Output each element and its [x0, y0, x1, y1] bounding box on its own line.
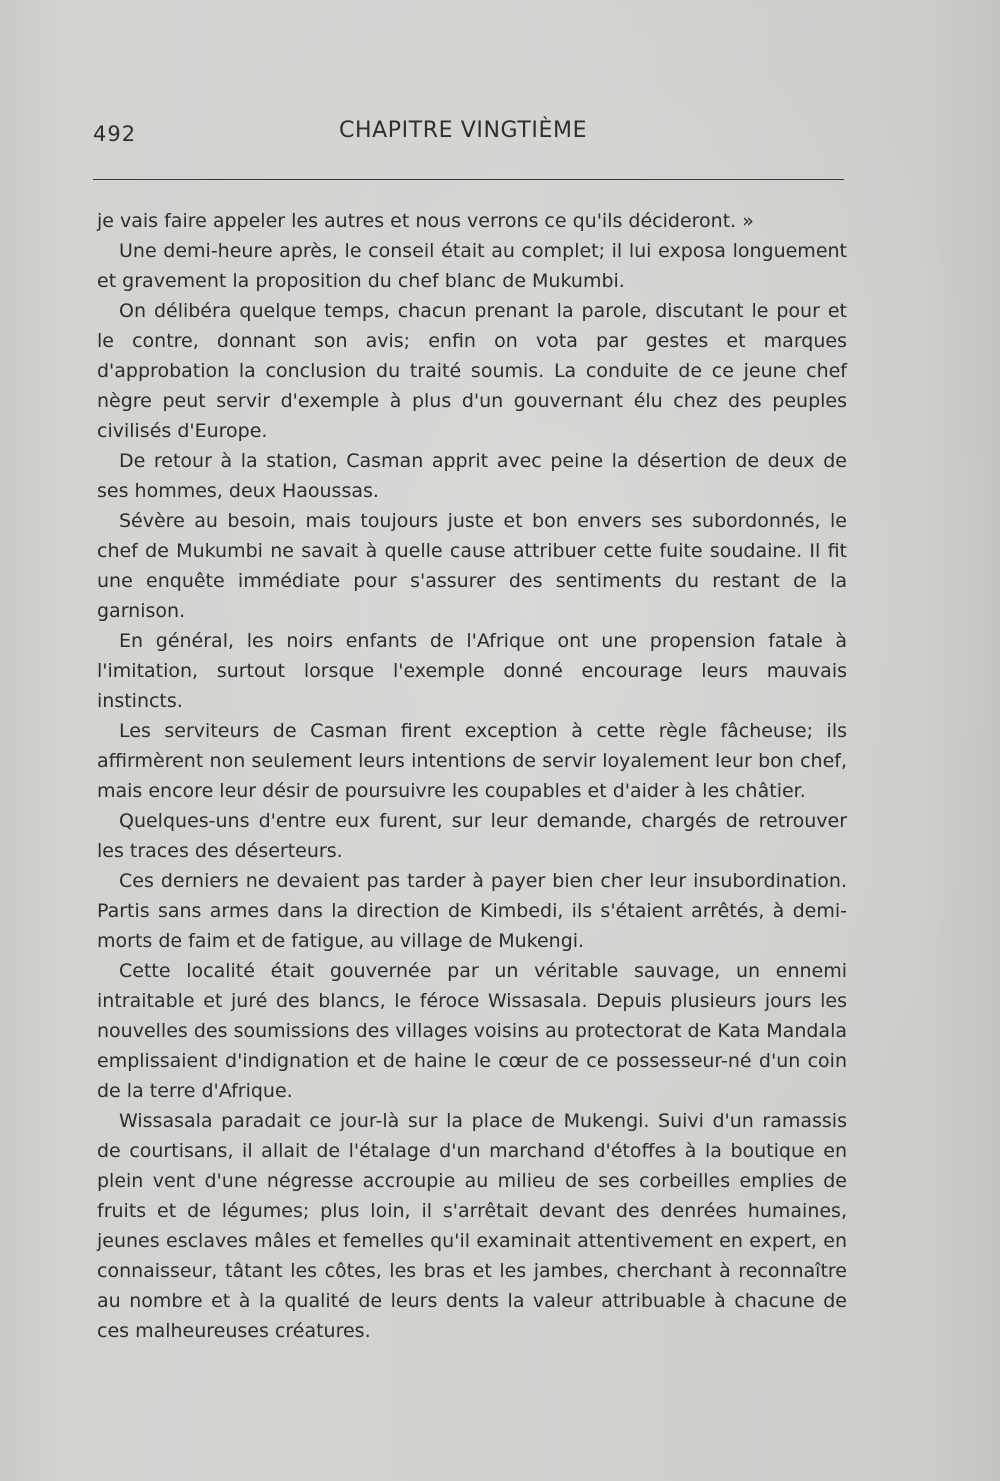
paragraph: Cette localité était gouvernée par un véritable sauvage, un ennemi intraitable et juré des blancs, le féroce Wissasala. Depuis plusieurs jours les nouvelles des soumissions des villages voisins au protectorat de Kata Mandala emplissaient d'indignation et de haine le cœur de ce possesseur-né d'un coin de la terre d'Afrique. [97, 960, 847, 1102]
body-text [97, 206, 847, 1346]
paragraph: De retour à la station, Casman apprit avec peine la désertion de deux de ses hommes, deux Haoussas. [97, 450, 847, 502]
paragraph: je vais faire appeler les autres et nous verrons ce qu'ils décideront. » [97, 210, 754, 232]
paragraph: Wissasala paradait ce jour-là sur la place de Mukengi. Suivi d'un ramassis de courtisans, il allait de l'étalage d'un marchand d'étoffes à la boutique en plein vent d'une négresse accroupie au milieu de ses corbeilles emplies de fruits et de légumes; plus loin, il s'arrêtait devant des denrées humaines, jeunes esclaves mâles et femelles qu'il examinait attentivement en expert, en connaisseur, tâtant les côtes, les bras et les jambes, cherchant à reconnaître au nombre et à la qualité de leurs dents la valeur attribuable à chacune de ces malheureuses créatures. [97, 1110, 847, 1342]
paragraph: En général, les noirs enfants de l'Afrique ont une propension fatale à l'imitation, surtout lorsque l'exemple donné encourage leurs mauvais instincts. [97, 630, 847, 712]
paragraph: Ces derniers ne devaient pas tarder à payer bien cher leur insubordination. Partis sans armes dans la direction de Kimbedi, ils s'étaient arrêtés, à demi-morts de faim et de fatigue, au village de Mukengi. [97, 870, 847, 952]
paragraph: Les serviteurs de Casman firent exception à cette règle fâcheuse; ils affirmèrent non seulement leurs intentions de servir loyalement leur bon chef, mais encore leur désir de poursuivre les coupables et d'aider à les châtier. [97, 720, 847, 802]
paragraph: On délibéra quelque temps, chacun prenant la parole, discutant le pour et le contre, donnant son avis; enfin on vota par gestes et marques d'approbation la conclusion du traité soumis. La conduite de ce jeune chef nègre peut servir d'exemple à plus d'un gouvernant élu chez des peuples civilisés d'Europe. [97, 300, 847, 442]
paragraph: Sévère au besoin, mais toujours juste et bon envers ses subordonnés, le chef de Mukumbi ne savait à quelle cause attribuer cette fuite soudaine. Il fit une enquête immédiate pour s'assurer des sentiments du restant de la garnison. [97, 510, 847, 622]
paragraph: Une demi-heure après, le conseil était au complet; il lui exposa longuement et gravement la proposition du chef blanc de Mukumbi. [97, 240, 847, 292]
running-title: CHAPITRE VINGTIÈME [339, 118, 588, 143]
header-rule [93, 179, 844, 180]
page-header [93, 118, 843, 148]
paragraph: Quelques-uns d'entre eux furent, sur leur demande, chargés de retrouver les traces des déserteurs. [97, 810, 847, 862]
page-number: 492 [93, 122, 137, 146]
